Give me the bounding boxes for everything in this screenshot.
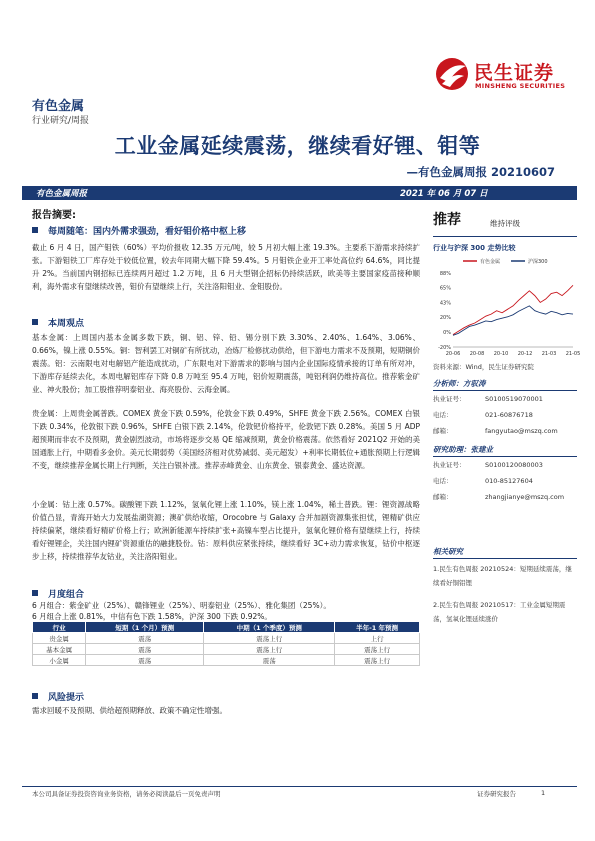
analyst-license bbox=[433, 394, 577, 403]
table-cell: 震荡 bbox=[86, 633, 204, 644]
y-tick-label: 65% bbox=[439, 285, 451, 292]
y-tick-label: 88% bbox=[439, 270, 451, 277]
table-header: 短期（1 个月）预测 bbox=[86, 622, 204, 633]
table-cell: 基本金属 bbox=[33, 644, 86, 655]
rating-status: 维持评级 bbox=[490, 219, 520, 228]
table-cell: 贵金属 bbox=[33, 633, 86, 644]
y-tick-label: 43% bbox=[439, 300, 451, 307]
section-square-icon bbox=[32, 227, 38, 233]
related-heading: 相关研究 bbox=[433, 547, 463, 556]
report-date: 2021 年 06 月 07 日 bbox=[400, 189, 488, 199]
analyst-phone bbox=[433, 410, 577, 419]
y-tick-label: 20% bbox=[439, 315, 451, 322]
table-cell: 震荡上行 bbox=[204, 644, 335, 655]
trend-chart bbox=[433, 255, 581, 360]
risk-body: 需求回暖不及预期、供给超预期释放、政策不确定性增强。 bbox=[32, 706, 227, 715]
header-bar bbox=[22, 186, 577, 200]
chart-series bbox=[453, 285, 573, 335]
y-tick-label: 0% bbox=[443, 330, 451, 336]
table-cell: 上行 bbox=[335, 633, 420, 644]
section-title: 每周随笔：国内外需求强劲，看好钼价格中枢上移 bbox=[48, 227, 247, 237]
table-cell: 震荡 bbox=[86, 644, 204, 655]
minor-metals-paragraph: 小金属：钴上涨 0.57%。碳酸锂下跌 1.12%，氢氧化锂上涨 1.10%，镁上涨 1.04%，稀土普跌。锂：锂资源战略价值凸显，青海开始大力发展盐湖资源；澳矿供给收缩，Orocobre 与 Galaxy 合并加剧资源集张担忧，锂精矿供应持续偏紧，继续看好精矿价格上行；欧洲新能源车持续扩张+高镍车型占比提升，氢氧化锂价格有望继续上行，持续看好锂锂企，关注国内锂矿资源重估的融捷股份。钴：原料供应紧张持续，继续看好 3C+动力需求恢复，钴价中枢逐步上移，持续推荐华友钴业，关注洛阳钼业。 bbox=[32, 500, 420, 562]
report-title: 工业金属延续震荡，继续看好锂、钼等 bbox=[114, 134, 481, 158]
report-subtitle: —有色金属周报 20210607 bbox=[406, 165, 555, 179]
row-value: 021-60876718 bbox=[485, 411, 533, 419]
divider bbox=[433, 558, 577, 559]
table-header: 半年-1 年预测 bbox=[335, 622, 420, 633]
chart-legend bbox=[463, 258, 548, 265]
row-value: 010-85127604 bbox=[485, 477, 533, 485]
section-title: 风险提示 bbox=[48, 693, 85, 703]
table-cell: 震荡上行 bbox=[335, 655, 420, 666]
legend-label: 沪深300 bbox=[528, 259, 548, 265]
rating-table bbox=[32, 621, 420, 666]
section-weekly-essay bbox=[32, 224, 246, 237]
series-line bbox=[453, 306, 573, 335]
precious-metals-paragraph: 贵金属：上周贵金属普跌。COMEX 黄金下跌 0.59%，伦敦金下跌 0.49%，SHFE 黄金下跌 2.56%。COMEX 白银下跌 0.34%，伦敦银下跌 0.96%，SHFE 白银下跌 2.14%，伦敦钯价格持平，伦敦钯下跌 0.28%。美国 5 月 ADP 超预期而非农不及预期，黄金剧烈波动，市场将逐步交易 QE 缩减预期，黄金价格震荡。依然看好 2021Q2 开始的美国通胀上行，中期看多金价。美元长期弱势（美国经济相对优势减弱、美元超发）+利率长期低位+通胀预期上行逻辑不变，继续推荐金属长期上行判断，关注白银补涨。推荐赤峰黄金、山东黄金、银泰黄金、盛达资源。 bbox=[32, 409, 420, 471]
x-tick-label: 20-10 bbox=[493, 351, 509, 357]
legend-label: 有色金属 bbox=[480, 259, 501, 265]
table-row bbox=[33, 655, 420, 666]
table-header-row bbox=[33, 622, 420, 633]
divider bbox=[433, 456, 577, 457]
section-title: 月度组合 bbox=[48, 590, 85, 600]
researcher-phone bbox=[433, 476, 577, 485]
row-key: 邮箱： bbox=[433, 427, 453, 435]
section-title: 本周观点 bbox=[48, 319, 85, 329]
table-row bbox=[33, 633, 420, 644]
section-square-icon bbox=[32, 590, 38, 596]
row-key: 电话： bbox=[433, 477, 453, 485]
table-cell: 震荡 bbox=[204, 655, 335, 666]
brand-sub: MINSHENG SECURITIES bbox=[475, 82, 566, 90]
footer-divider bbox=[22, 786, 577, 787]
section-weekly-essay-body: 截止 6 月 4 日，国产钼铁（60%）平均价报收 12.35 万元/吨，较 5 月初大幅上涨 19.3%。主要系下游需求持续扩张。下游钼铁工厂库存处于较低位置，较去年同期大幅下降 59.4%。5 月钼铁企业开工率处高位约 64.6%，同比提升 2%。当前国内钢招标已连续两月超过 1.2 万吨，且 6 月大型钢企招标仍持续活跃，欧美等主要国家疫苗接种顺利，海外需求有望继续改善，钼价有望继续上行，关注洛阳钼业、金钼股份。 bbox=[32, 243, 420, 292]
researcher-email bbox=[433, 492, 577, 501]
section-square-icon bbox=[32, 693, 38, 699]
recommendation: 推荐 bbox=[433, 212, 461, 228]
section-square-icon bbox=[32, 319, 38, 325]
row-value: S0100120080003 bbox=[485, 461, 543, 469]
summary-label: 报告摘要: bbox=[32, 210, 76, 221]
x-tick-label: 20-08 bbox=[469, 351, 485, 357]
footer-label: 证券研究报告 bbox=[477, 790, 516, 798]
row-value[interactable]: zhangjianye@mszq.com bbox=[485, 493, 565, 501]
series-line bbox=[453, 285, 573, 334]
portfolio-line-1: 6 月组合：紫金矿业（25%）、赣锋锂业（25%）、明泰铝业（25%）、雅化集团（25%）。 bbox=[32, 601, 331, 610]
related-report-1[interactable]: 1.民生有色周报 20210524：短期延续震荡，继续看好铜铝锂 bbox=[433, 565, 572, 587]
row-key: 执业证号： bbox=[433, 395, 466, 403]
row-key: 电话： bbox=[433, 411, 453, 419]
x-tick-label: 20-12 bbox=[517, 351, 533, 357]
table-cell: 小金属 bbox=[33, 655, 86, 666]
base-metals-paragraph: 基本金属：上周国内基本金属多数下跌，铜、铝、锌、铅、锡分别下跌 3.30%、2.40%、1.64%、3.06%、0.66%，镍上涨 0.55%。铜：智利罢工对铜矿有所扰动，冶炼厂检修扰动供给，但下游电力需求不及预期，短期铜价震荡。铝：云南限电对电解铝产能造成扰动，广东限电对下游需求的影响与国内企业国际疫情承接的订单有所对冲，下游库存延续去化，本周电解铝库存下降 0.8 万吨至 95.4 万吨，铝价短期震荡，吨铝利润仍维持高位。推荐紫金矿业、神火股份；加工股推荐明泰铝业、海亮股份、云海金属。 bbox=[32, 333, 420, 395]
portfolio-line-2: 6 月组合上涨 0.81%，中信有色下跌 1.58%，沪深 300 下跌 0.92%。 bbox=[32, 612, 272, 621]
researcher-license bbox=[433, 460, 577, 469]
section-weekly-view bbox=[32, 316, 84, 329]
row-key: 执业证号： bbox=[433, 461, 466, 469]
row-value: S0100519070001 bbox=[485, 395, 543, 403]
x-tick-label: 21-05 bbox=[565, 351, 581, 357]
chart-title: 行业与沪深 300 走势比较 bbox=[433, 244, 516, 252]
header-bar-left: 有色金属周报 bbox=[36, 189, 88, 199]
researcher-heading: 研究助理：张建业 bbox=[433, 445, 493, 454]
table-row bbox=[33, 644, 420, 655]
brand-name: 民生证券 bbox=[474, 62, 555, 84]
related-report-2[interactable]: 2.民生有色周报 20210517：工业金属短期震荡，氢氧化锂延续涨价 bbox=[433, 601, 566, 623]
divider bbox=[433, 390, 577, 391]
analyst-heading: 分析师：方驭涛 bbox=[433, 379, 486, 388]
x-tick-label: 21-03 bbox=[541, 351, 557, 357]
table-cell: 震荡 bbox=[86, 655, 204, 666]
footer-disclaimer: 本公司具备证券投资咨询业务资格，请务必阅读最后一页免责声明 bbox=[32, 790, 221, 798]
row-key: 邮箱： bbox=[433, 493, 453, 501]
chart-source: 资料来源：Wind，民生证券研究院 bbox=[433, 363, 534, 371]
section-risk bbox=[32, 690, 84, 703]
table-header: 中期（1 个季度）预测 bbox=[204, 622, 335, 633]
industry-label: 有色金属 bbox=[32, 99, 85, 114]
table-header: 行业 bbox=[33, 622, 86, 633]
page-number: 1 bbox=[541, 789, 546, 797]
x-tick-label: 20-06 bbox=[445, 351, 461, 357]
table-cell: 震荡上行 bbox=[204, 633, 335, 644]
table-cell: 震荡上行 bbox=[335, 644, 420, 655]
row-value[interactable]: fangyutao@mszq.com bbox=[485, 427, 558, 435]
y-tick-label: -20% bbox=[438, 344, 451, 351]
divider bbox=[433, 236, 577, 237]
analyst-email bbox=[433, 426, 577, 435]
category-label: 行业研究/周报 bbox=[32, 116, 90, 126]
